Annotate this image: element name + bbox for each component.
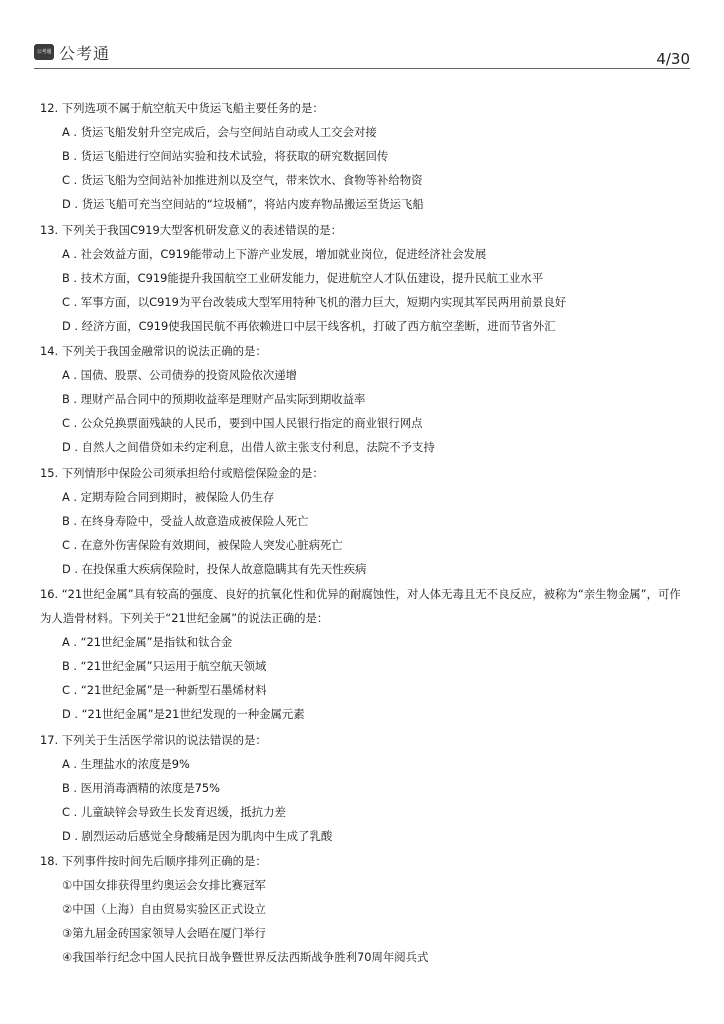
option-b: B . 在终身寿险中，受益人故意造成被保险人死亡 <box>62 513 309 528</box>
question-list <box>40 96 690 969</box>
page-number: 4/30 <box>656 50 690 68</box>
question-14 <box>40 339 690 459</box>
option-a: A . 定期寿险合同到期时，被保险人仍生存 <box>62 489 275 504</box>
option-a: A . “21世纪金属”是指钛和钛合金 <box>62 635 233 649</box>
option-b: B . 医用消毒酒精的浓度是75% <box>62 780 220 795</box>
option-c: C . 货运飞船为空间站补加推进剂以及空气，带来饮水、食物等补给物资 <box>62 173 423 187</box>
question-title: 16. “21世纪金属”具有较高的强度、良好的抗氧化性和优异的耐腐蚀性，对人体无毒且无不良反应，被称为“亲生物金属”，可作为人造骨材料。下列关于“21世纪金属”的说法正确的是： <box>40 587 681 625</box>
option-d: D . “21世纪金属”是21世纪发现的一种金属元素 <box>62 707 305 721</box>
option-a: A . 国债、股票、公司债券的投资风险依次递增 <box>62 368 298 382</box>
question-12 <box>40 96 690 216</box>
question-18 <box>40 849 690 969</box>
question-16 <box>40 582 690 726</box>
option-d: D . 货运飞船可充当空间站的“垃圾桶”，将站内废弃物品搬运至货运飞船 <box>62 197 424 211</box>
event-3: ③第九届金砖国家领导人会晤在厦门举行 <box>62 926 266 940</box>
question-title: 14. 下列关于我国金融常识的说法正确的是： <box>40 344 267 358</box>
option-b: B . “21世纪金属”只运用于航空航天领域 <box>62 659 267 673</box>
option-d: D . 经济方面，C919使我国民航不再依赖进口中层干线客机，打破了西方航空垄断，进而节省外汇 <box>62 318 556 333</box>
question-title: 12. 下列选项不属于航空航天中货运飞船主要任务的是： <box>40 101 324 115</box>
option-d: D . 自然人之间借贷如未约定利息，出借人欲主张支付利息，法院不予支持 <box>62 440 435 454</box>
option-c: C . “21世纪金属”是一种新型石墨烯材料 <box>62 683 267 697</box>
option-d: D . 剧烈运动后感觉全身酸痛是因为肌肉中生成了乳酸 <box>62 828 333 843</box>
option-a: A . 社会效益方面，C919能带动上下游产业发展，增加就业岗位，促进经济社会发展 <box>62 246 487 261</box>
option-b: B . 理财产品合同中的预期收益率是理财产品实际到期收益率 <box>62 392 366 406</box>
question-15 <box>40 461 690 581</box>
event-1: ①中国女排获得里约奥运会女排比赛冠军 <box>62 878 266 892</box>
event-4: ④我国举行纪念中国人民抗日战争暨世界反法西斯战争胜利70周年阅兵式 <box>62 950 429 964</box>
question-title: 18. 下列事件按时间先后顺序排列正确的是： <box>40 854 267 868</box>
question-title: 15. 下列情形中保险公司须承担给付或赔偿保险金的是： <box>40 465 324 480</box>
question-17 <box>40 728 690 848</box>
option-c: C . 公众兑换票面残缺的人民币，要到中国人民银行指定的商业银行网点 <box>62 416 423 430</box>
option-c: C . 在意外伤害保险有效期间，被保险人突发心脏病死亡 <box>62 537 343 552</box>
event-2: ②中国（上海）自由贸易实验区正式设立 <box>62 902 266 916</box>
option-d: D . 在投保重大疾病保险时，投保人故意隐瞒其有先天性疾病 <box>62 561 367 576</box>
question-title: 17. 下列关于生活医学常识的说法错误的是： <box>40 732 267 747</box>
option-c: C . 军事方面，以C919为平台改装成大型军用特种飞机的潜力巨大，短期内实现其军民两用前景良好 <box>62 294 567 309</box>
logo-text: 公考通 <box>59 44 111 63</box>
page-header <box>34 40 690 69</box>
question-title: 13. 下列关于我国C919大型客机研发意义的表述错误的是： <box>40 222 343 237</box>
option-a: A . 生理盐水的浓度是9% <box>62 756 190 771</box>
option-b: B . 技术方面，C919能提升我国航空工业研发能力，促进航空人才队伍建设，提升民航工业水平 <box>62 270 544 285</box>
option-b: B . 货运飞船进行空间站实验和技术试验，将获取的研究数据回传 <box>62 149 389 163</box>
option-a: A . 货运飞船发射升空完成后，会与空间站自动或人工交会对接 <box>62 125 377 139</box>
logo-icon: 公考通 <box>34 44 54 60</box>
option-c: C . 儿童缺锌会导致生长发育迟缓，抵抗力差 <box>62 804 286 819</box>
question-13 <box>40 218 690 338</box>
